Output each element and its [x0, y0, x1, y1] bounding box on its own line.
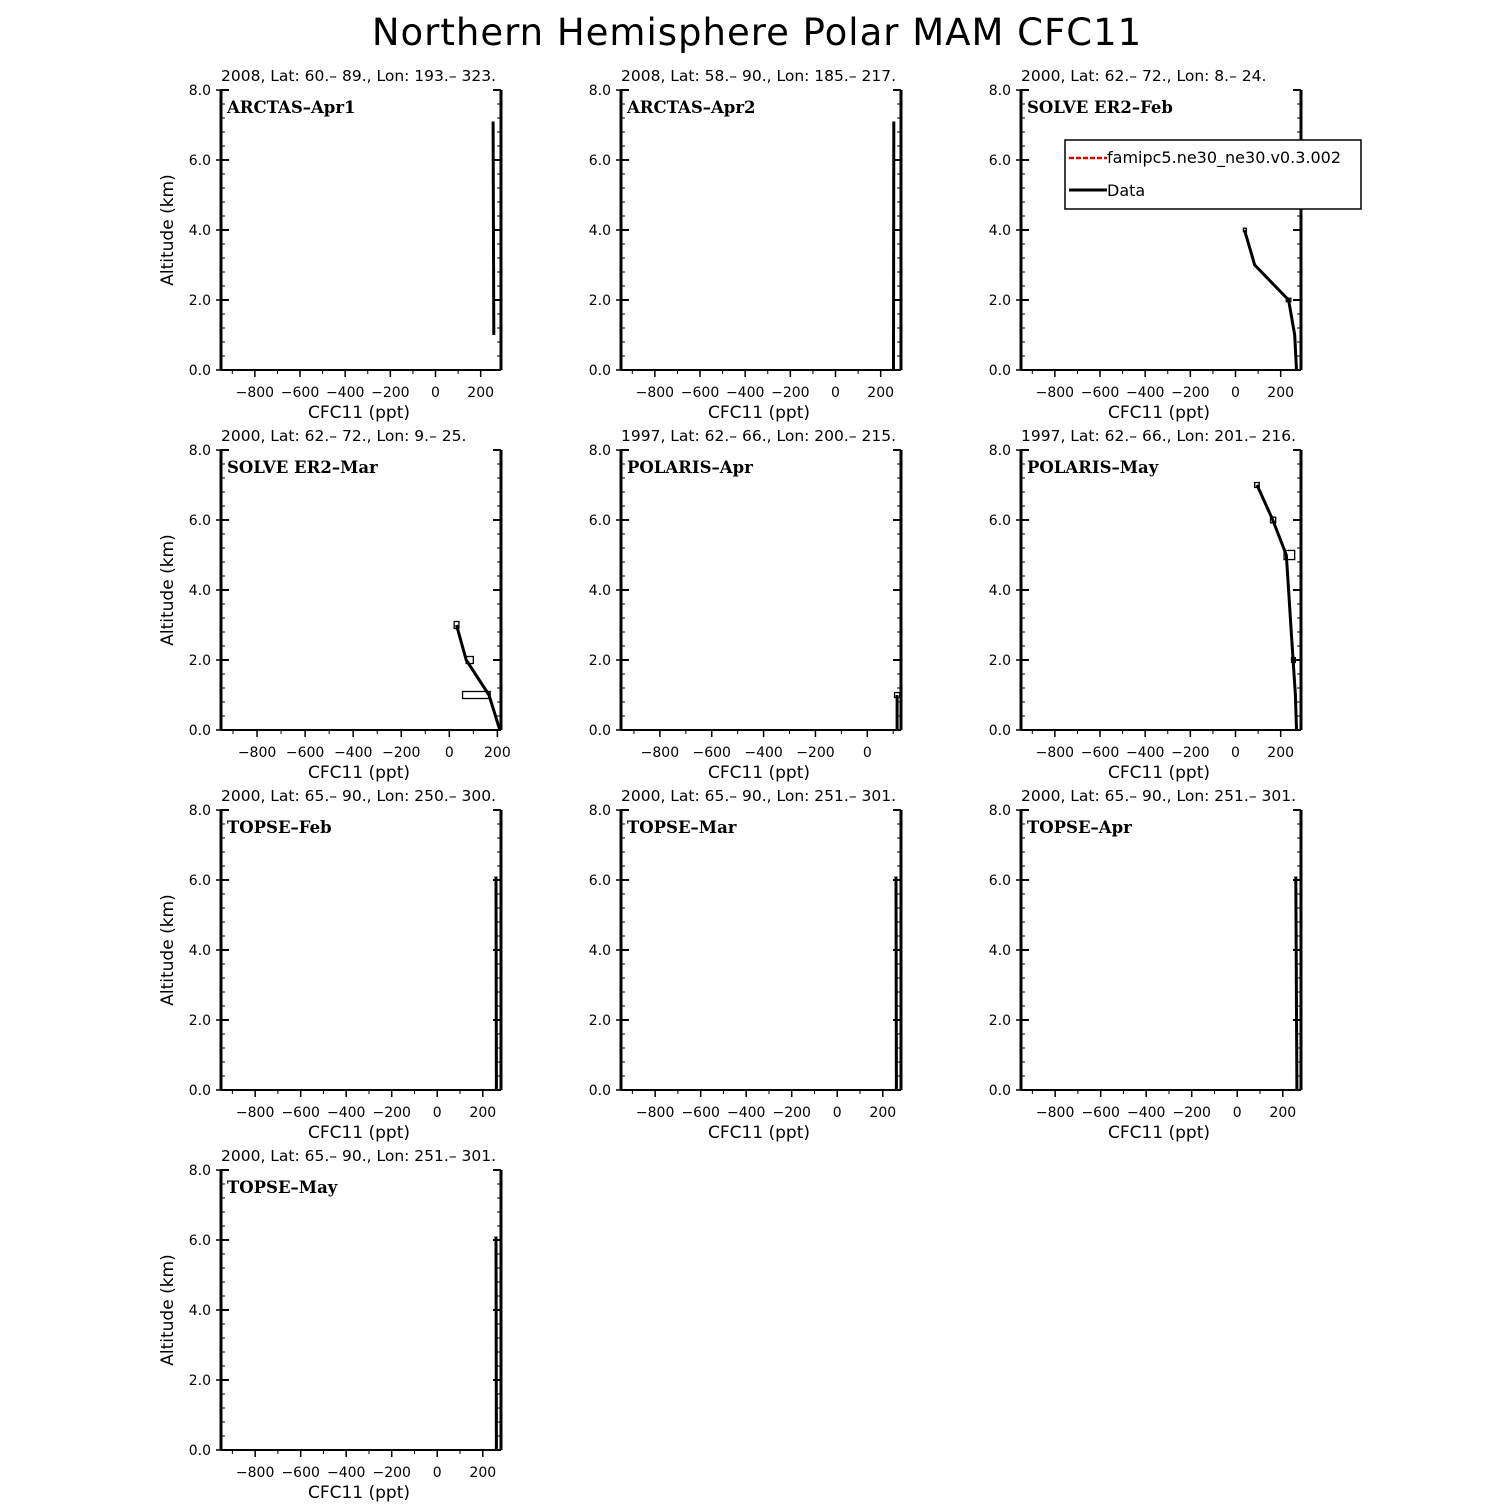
- x-tick-label: −600: [285, 745, 325, 761]
- y-tick-label: 2.0: [988, 653, 1011, 669]
- legend-data-label: Data: [1107, 181, 1146, 200]
- x-tick-label: −600: [281, 1465, 320, 1481]
- x-tick-label: −400: [1125, 745, 1165, 761]
- panel-5: [589, 427, 901, 783]
- y-tick-label: 4.0: [588, 583, 611, 599]
- x-tick-label: 0: [862, 745, 872, 761]
- x-axis-label: CFC11 (ppt): [307, 1483, 411, 1503]
- x-axis-label: CFC11 (ppt): [707, 763, 811, 783]
- x-axis-label: CFC11 (ppt): [707, 1123, 811, 1143]
- y-tick-label: 8.0: [988, 83, 1011, 99]
- x-tick-label: 200: [469, 1105, 497, 1121]
- y-tick-label: 8.0: [188, 83, 211, 99]
- y-tick-label: 8.0: [188, 803, 211, 819]
- panel-2: [589, 67, 901, 423]
- y-tick-label: 6.0: [588, 873, 611, 889]
- x-tick-label: −200: [772, 1105, 811, 1121]
- campaign-label: TOPSE–Apr: [1027, 818, 1132, 837]
- x-tick-label: −800: [1035, 1105, 1075, 1121]
- panels-container: [158, 67, 1361, 1503]
- x-tick-label: 0: [832, 1105, 842, 1121]
- x-tick-label: −800: [235, 1105, 275, 1121]
- x-tick-label: −600: [1080, 745, 1120, 761]
- panel-10: [158, 1147, 501, 1503]
- x-tick-label: −400: [726, 1105, 766, 1121]
- x-tick-label: −800: [237, 745, 277, 761]
- x-tick-label: 200: [1267, 385, 1295, 401]
- data-profile-line: [1245, 230, 1297, 370]
- y-tick-label: 0.0: [588, 723, 611, 739]
- x-tick-label: −400: [725, 385, 765, 401]
- y-tick-label: 4.0: [988, 583, 1011, 599]
- campaign-label: ARCTAS–Apr1: [227, 98, 356, 117]
- y-tick-label: 6.0: [988, 513, 1011, 529]
- x-tick-label: −600: [692, 745, 731, 761]
- x-axis-label: CFC11 (ppt): [1107, 763, 1211, 783]
- y-tick-label: 0.0: [188, 1443, 211, 1459]
- x-tick-label: −400: [326, 1105, 366, 1121]
- y-tick-label: 8.0: [588, 443, 611, 459]
- panel-subtitle: 2000, Lat: 65.– 90., Lon: 251.– 301.: [221, 1147, 497, 1165]
- x-axis-label: CFC11 (ppt): [1107, 1123, 1211, 1143]
- x-tick-label: −800: [635, 1105, 675, 1121]
- data-profile-line: [1257, 485, 1297, 730]
- x-tick-label: 200: [869, 1105, 897, 1121]
- panel-subtitle: 2000, Lat: 62.– 72., Lon: 9.– 25.: [221, 427, 467, 445]
- x-tick-label: −600: [281, 1105, 320, 1121]
- panel-subtitle: 2000, Lat: 65.– 90., Lon: 251.– 301.: [1021, 787, 1297, 805]
- panel-subtitle: 2008, Lat: 60.– 89., Lon: 193.– 323.: [221, 67, 497, 85]
- x-tick-label: −600: [1081, 1105, 1120, 1121]
- y-tick-label: 2.0: [188, 1013, 211, 1029]
- x-tick-label: −400: [333, 745, 373, 761]
- y-tick-label: 2.0: [188, 293, 211, 309]
- y-tick-label: 6.0: [988, 873, 1011, 889]
- y-tick-label: 6.0: [988, 153, 1011, 169]
- y-tick-label: 2.0: [588, 1013, 611, 1029]
- y-tick-label: 8.0: [988, 443, 1011, 459]
- legend: [1065, 140, 1361, 209]
- y-tick-label: 4.0: [588, 943, 611, 959]
- x-tick-label: −800: [635, 385, 675, 401]
- x-tick-label: −800: [235, 385, 275, 401]
- x-tick-label: −600: [280, 385, 320, 401]
- x-tick-label: −200: [1171, 385, 1210, 401]
- x-tick-label: −600: [680, 385, 720, 401]
- y-tick-label: 2.0: [188, 1373, 211, 1389]
- x-tick-label: −400: [1125, 385, 1165, 401]
- y-tick-label: 8.0: [188, 443, 211, 459]
- panel-4: [158, 427, 511, 783]
- x-tick-label: −800: [640, 745, 680, 761]
- y-axis-label: Altitude (km): [158, 894, 178, 1006]
- y-tick-label: 8.0: [588, 83, 611, 99]
- panel-3: [989, 67, 1361, 423]
- x-tick-label: −400: [326, 1465, 366, 1481]
- y-axis-label: Altitude (km): [158, 1254, 178, 1366]
- x-tick-label: 0: [1231, 385, 1240, 401]
- y-tick-label: 2.0: [588, 293, 611, 309]
- x-tick-label: −600: [681, 1105, 720, 1121]
- y-tick-label: 2.0: [588, 653, 611, 669]
- y-tick-label: 4.0: [988, 223, 1011, 239]
- y-tick-label: 0.0: [988, 363, 1011, 379]
- y-tick-label: 0.0: [988, 723, 1011, 739]
- y-tick-label: 6.0: [188, 153, 211, 169]
- x-tick-label: −200: [771, 385, 810, 401]
- x-tick-label: 0: [432, 1465, 442, 1481]
- y-tick-label: 8.0: [188, 1163, 211, 1179]
- x-tick-label: −200: [371, 385, 410, 401]
- x-tick-label: −800: [1035, 745, 1075, 761]
- y-axis-label: Altitude (km): [158, 534, 178, 646]
- x-axis-label: CFC11 (ppt): [307, 403, 411, 423]
- campaign-label: ARCTAS–Apr2: [627, 98, 756, 117]
- x-tick-label: 200: [467, 385, 495, 401]
- x-tick-label: 0: [831, 385, 840, 401]
- data-profile-line: [1296, 877, 1297, 1091]
- y-tick-label: 2.0: [988, 1013, 1011, 1029]
- y-tick-label: 0.0: [588, 1083, 611, 1099]
- campaign-label: TOPSE–Mar: [627, 818, 737, 837]
- x-tick-label: −400: [744, 745, 783, 761]
- legend-model-label: famipc5.ne30_ne30.v0.3.002: [1107, 148, 1341, 167]
- panel-subtitle: 2000, Lat: 65.– 90., Lon: 251.– 301.: [621, 787, 897, 805]
- y-axis-label: Altitude (km): [158, 174, 178, 286]
- campaign-label: TOPSE–Feb: [227, 818, 332, 837]
- x-tick-label: 0: [1231, 745, 1240, 761]
- x-axis-label: CFC11 (ppt): [1107, 403, 1211, 423]
- y-tick-label: 6.0: [588, 153, 611, 169]
- y-tick-label: 2.0: [188, 653, 211, 669]
- x-tick-label: 0: [1232, 1105, 1242, 1121]
- panel-subtitle: 2000, Lat: 62.– 72., Lon: 8.– 24.: [1021, 67, 1267, 85]
- panel-subtitle: 1997, Lat: 62.– 66., Lon: 201.– 216.: [1021, 427, 1297, 445]
- y-tick-label: 0.0: [588, 363, 611, 379]
- y-tick-label: 6.0: [188, 873, 211, 889]
- campaign-label: POLARIS–Apr: [627, 458, 753, 477]
- x-tick-label: 200: [1267, 745, 1295, 761]
- y-tick-label: 4.0: [988, 943, 1011, 959]
- y-tick-label: 4.0: [188, 583, 211, 599]
- y-tick-label: 2.0: [988, 293, 1011, 309]
- panel-subtitle: 1997, Lat: 62.– 66., Lon: 200.– 215.: [621, 427, 897, 445]
- x-tick-label: −200: [796, 745, 835, 761]
- x-tick-label: 200: [1269, 1105, 1297, 1121]
- x-axis-label: CFC11 (ppt): [307, 763, 411, 783]
- y-tick-label: 0.0: [188, 1083, 211, 1099]
- y-tick-label: 0.0: [188, 363, 211, 379]
- x-tick-label: 0: [432, 1105, 442, 1121]
- x-tick-label: −400: [1126, 1105, 1166, 1121]
- campaign-label: SOLVE ER2–Mar: [227, 458, 378, 477]
- y-tick-label: 6.0: [188, 513, 211, 529]
- figure-title: Northern Hemisphere Polar MAM CFC11: [371, 11, 1143, 54]
- campaign-label: POLARIS–May: [1027, 458, 1159, 477]
- campaign-label: SOLVE ER2–Feb: [1027, 98, 1173, 117]
- data-profile-line: [493, 122, 494, 336]
- x-axis-label: CFC11 (ppt): [707, 403, 811, 423]
- panel-8: [589, 787, 901, 1143]
- x-tick-label: 200: [867, 385, 895, 401]
- x-tick-label: −800: [235, 1465, 275, 1481]
- x-tick-label: −600: [1080, 385, 1120, 401]
- y-tick-label: 0.0: [188, 723, 211, 739]
- panel-7: [158, 787, 501, 1143]
- x-tick-label: 200: [484, 745, 511, 761]
- x-tick-label: −400: [325, 385, 365, 401]
- x-tick-label: 200: [469, 1465, 497, 1481]
- y-tick-label: 4.0: [188, 943, 211, 959]
- panel-9: [989, 787, 1301, 1143]
- x-tick-label: 0: [431, 385, 440, 401]
- panel-6: [989, 427, 1301, 783]
- x-tick-label: 0: [444, 745, 454, 761]
- data-profile-line: [457, 625, 500, 730]
- x-tick-label: −200: [1172, 1105, 1211, 1121]
- y-tick-label: 0.0: [988, 1083, 1011, 1099]
- y-tick-label: 6.0: [188, 1233, 211, 1249]
- panel-subtitle: 2000, Lat: 65.– 90., Lon: 250.– 300.: [221, 787, 497, 805]
- x-tick-label: −200: [1171, 745, 1210, 761]
- x-tick-label: −200: [372, 1465, 411, 1481]
- x-axis-label: CFC11 (ppt): [307, 1123, 411, 1143]
- y-tick-label: 4.0: [588, 223, 611, 239]
- x-tick-label: −200: [372, 1105, 411, 1121]
- panel-subtitle: 2008, Lat: 58.– 90., Lon: 185.– 217.: [621, 67, 897, 85]
- y-tick-label: 4.0: [188, 223, 211, 239]
- campaign-label: TOPSE–May: [227, 1178, 338, 1197]
- y-tick-label: 8.0: [988, 803, 1011, 819]
- panel-1: [158, 67, 501, 423]
- y-tick-label: 6.0: [588, 513, 611, 529]
- y-tick-label: 8.0: [588, 803, 611, 819]
- x-tick-label: −800: [1035, 385, 1075, 401]
- y-tick-label: 4.0: [188, 1303, 211, 1319]
- x-tick-label: −200: [382, 745, 421, 761]
